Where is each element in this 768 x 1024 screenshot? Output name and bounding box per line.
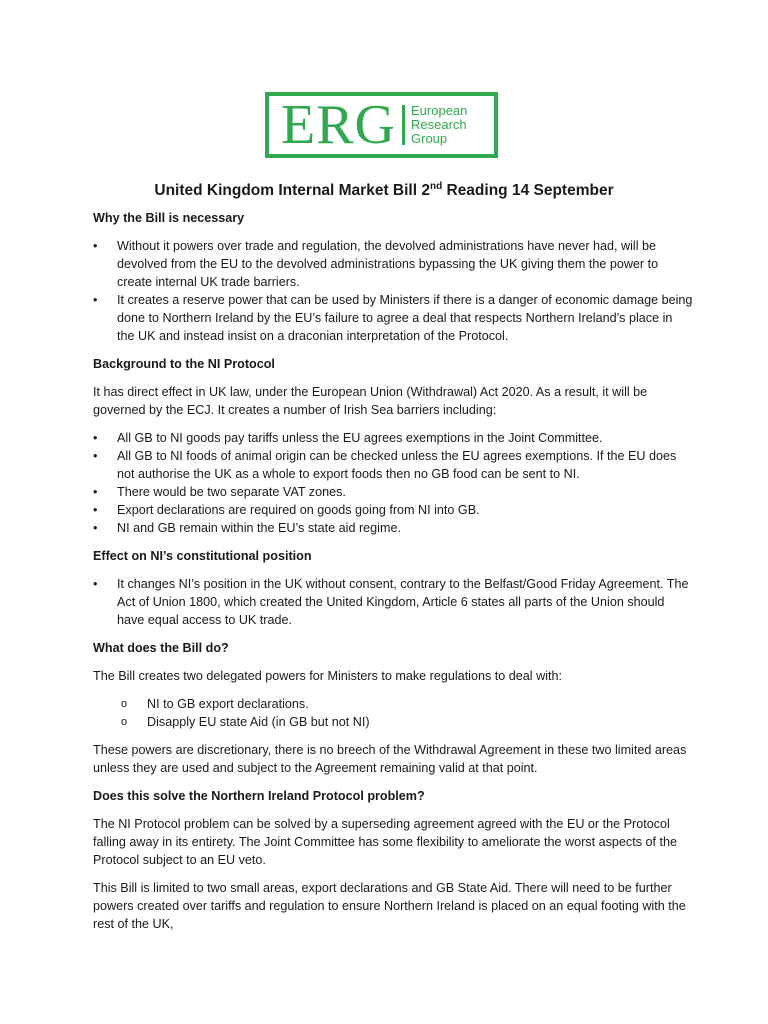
bullet-item: • Without it powers over trade and regulation, the devolved administrations have never had, will be devolved from the EU to the devolved administrations bypassing the UK giving them the power to create internal UK trade barriers. xyxy=(93,237,693,291)
logo-mark: ERG xyxy=(281,94,396,156)
logo-text xyxy=(411,104,467,146)
bullet-item: • NI and GB remain within the EU’s state aid regime. xyxy=(93,519,693,537)
title-text: United Kingdom Internal Market Bill 2 xyxy=(154,182,430,200)
section-heading: Effect on NI’s constitutional position xyxy=(93,549,312,563)
bullet-item: • All GB to NI foods of animal origin can be checked unless the EU agrees exemptions. If the EU does not authorise the UK as a whole to export foods then no GB food can be sent to NI. xyxy=(93,447,693,483)
bullet-list xyxy=(93,429,693,537)
paragraph: It has direct effect in UK law, under the European Union (Withdrawal) Act 2020. As a result, it will be governed by the ECJ. It creates a number of Irish Sea barriers including: xyxy=(93,385,648,417)
bullet-item: • It changes NI’s position in the UK without consent, contrary to the Belfast/Good Friday Agreement. The Act of Union 1800, which created the United Kingdom, Article 6 states all parts of the Union should have equal access to UK trade. xyxy=(93,575,693,629)
logo-line: European xyxy=(411,103,468,118)
sub-item: o NI to GB export declarations. xyxy=(93,695,693,713)
sub-item: o Disapply EU state Aid (in GB but not NI) xyxy=(93,713,693,731)
bullet-list xyxy=(93,575,693,629)
section-heading: Why the Bill is necessary xyxy=(93,211,245,225)
section-heading: What does the Bill do? xyxy=(93,641,229,655)
bullet-item: • There would be two separate VAT zones. xyxy=(93,483,693,501)
logo-divider xyxy=(402,105,405,145)
bullet-item: • Export declarations are required on goods going from NI into GB. xyxy=(93,501,693,519)
section-heading: Does this solve the Northern Ireland Protocol problem? xyxy=(93,789,425,803)
bullet-item: • It creates a reserve power that can be used by Ministers if there is a danger of economic damage being done to Northern Ireland by the EU’s failure to agree a deal that respects Northern Ireland’s place in the UK and instead insist on a draconian interpretation of the Protocol. xyxy=(93,291,693,345)
paragraph: The Bill creates two delegated powers for Ministers to make regulations to deal with: xyxy=(93,669,562,683)
paragraph: This Bill is limited to two small areas, export declarations and GB State Aid. There will need to be further powers created over tariffs and regulation to ensure Northern Ireland is placed on an equal footing with the rest of the UK, xyxy=(93,881,686,931)
section-heading: Background to the NI Protocol xyxy=(93,357,275,371)
title-superscript: nd xyxy=(429,181,443,192)
erg-logo xyxy=(265,92,498,158)
bullet-list xyxy=(93,237,693,345)
document-body xyxy=(93,209,693,943)
logo-line: Group xyxy=(411,131,448,146)
document-title xyxy=(0,181,768,200)
bullet-item: • All GB to NI goods pay tariffs unless the EU agrees exemptions in the Joint Committee. xyxy=(93,429,693,447)
paragraph: These powers are discretionary, there is no breech of the Withdrawal Agreement in these two limited areas unless they are used and subject to the Agreement remaining valid at that point. xyxy=(93,743,687,775)
title-text-end: Reading 14 September xyxy=(442,182,614,200)
paragraph: The NI Protocol problem can be solved by a superseding agreement agreed with the EU or the Protocol falling away in its entirety. The Joint Committee has some flexibility to ameliorate the worst aspects of the Protocol subject to an EU veto. xyxy=(93,817,678,867)
sub-list xyxy=(93,695,693,731)
logo-line: Research xyxy=(411,117,467,132)
